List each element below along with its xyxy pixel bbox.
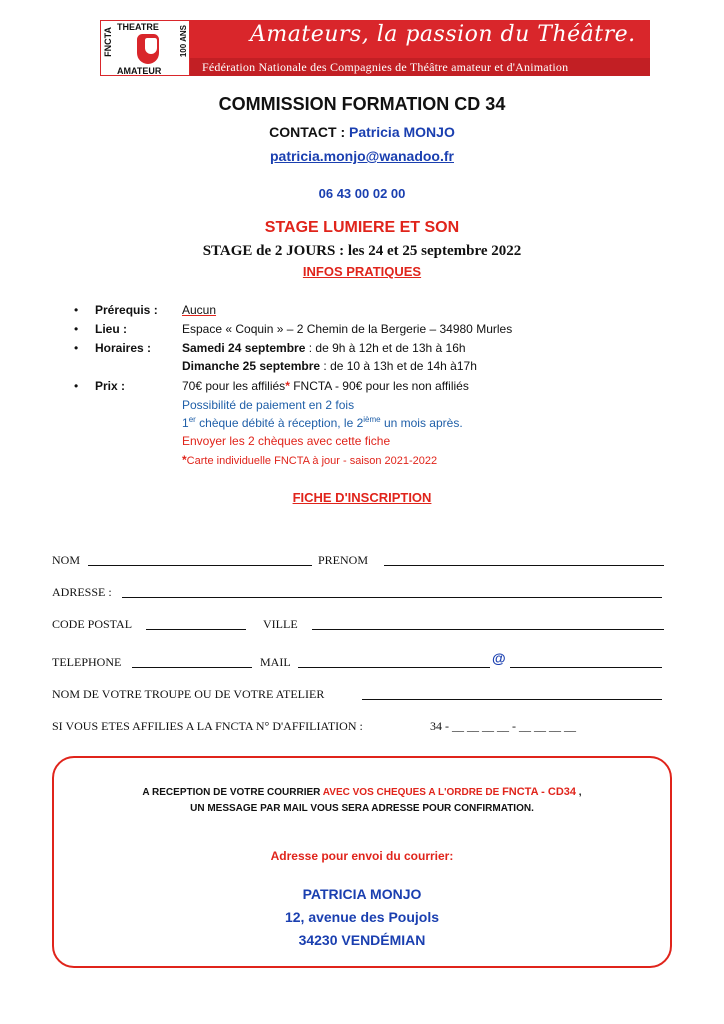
telephone-label: TELEPHONE — [52, 655, 122, 669]
contact-label: CONTACT — [269, 124, 337, 140]
bullet-icon: • — [74, 341, 79, 355]
adresse-label: ADRESSE : — [52, 585, 112, 599]
reception-text-b: AVEC VOS CHEQUES A L'ORDRE DE — [322, 787, 503, 798]
federation-name: Fédération Nationale des Compagnies de Théâtre amateur et d'Animation — [202, 60, 569, 74]
prix-payment-2x: Possibilité de paiement en 2 fois — [182, 398, 355, 412]
contact-sep: : — [336, 124, 350, 140]
infos-heading: INFOS PRATIQUES — [302, 264, 422, 279]
prix-cheque-info — [182, 415, 463, 430]
affiliation-label: SI VOUS ETES AFFILIES A LA FNCTA N° D'AFFILIATION : — [52, 719, 363, 733]
prerequis-label: Prérequis : — [95, 303, 158, 317]
contact-phone: 06 43 00 02 00 — [318, 186, 406, 201]
address-street: 12, avenue des Poujols — [284, 909, 440, 925]
address-label: Adresse pour envoi du courrier: — [270, 849, 454, 863]
horaires-day1-date: Samedi 24 septembre — [182, 341, 306, 355]
prix-carte-note — [182, 453, 437, 467]
affiliation-field[interactable]: 34 - __ __ __ __ - __ __ __ __ — [430, 719, 576, 733]
troupe-label: NOM DE VOTRE TROUPE OU DE VOTRE ATELIER — [52, 687, 325, 701]
lieu-value: Espace « Coquin » – 2 Chemin de la Bergerie – 34980 Murles — [182, 322, 513, 336]
prix-value — [182, 379, 469, 393]
logo-fncta-text: FNCTA — [103, 27, 113, 57]
logo-theatre-text: THEATRE — [117, 22, 159, 32]
mail-field-domain[interactable] — [510, 667, 662, 668]
code-postal-field[interactable] — [146, 629, 246, 630]
reception-line-2: UN MESSAGE PAR MAIL VOUS SERA ADRESSE POUR CONFIRMATION. — [190, 803, 534, 814]
horaires-day2 — [182, 359, 477, 373]
horaires-day1 — [182, 341, 466, 355]
nom-label: NOM — [52, 553, 81, 567]
at-sign: @ — [492, 650, 506, 666]
mail-field-user[interactable] — [298, 667, 490, 668]
logo-amateur-text: AMATEUR — [117, 66, 162, 76]
prix-affilies: 70€ pour les affiliés — [182, 379, 286, 393]
address-city: 34230 VENDÉMIAN — [298, 932, 426, 948]
adresse-field[interactable] — [122, 597, 662, 598]
banner-slogan: Amateurs, la passion du Théâtre. — [250, 22, 636, 47]
logo-years-text: 100 ANS — [179, 25, 188, 58]
horaires-label: Horaires : — [95, 341, 152, 355]
stage-title: STAGE LUMIERE ET SON — [264, 219, 460, 236]
prerequis-value: Aucun — [182, 303, 217, 317]
lieu-label: Lieu : — [95, 322, 127, 336]
carte-text: Carte individuelle FNCTA à jour - saison 2021-2022 — [186, 455, 438, 467]
prenom-label: PRENOM — [318, 553, 369, 567]
nom-field[interactable] — [88, 565, 312, 566]
cheque-3: un mois après. — [380, 416, 463, 430]
horaires-day2-hours: : de 10 à 13h et de 14h à17h — [320, 359, 477, 373]
reception-text-a: A RECEPTION DE VOTRE COURRIER — [142, 787, 323, 798]
ville-label: VILLE — [263, 617, 298, 631]
header-banner — [100, 20, 650, 76]
contact-name: Patricia MONJO — [349, 124, 455, 140]
reception-line-1 — [52, 786, 672, 798]
horaires-day1-hours: : de 9h à 12h et de 13h à 16h — [305, 341, 466, 355]
fncta-logo — [100, 20, 190, 76]
cheque-2-sup: ième — [363, 415, 381, 424]
address-name: PATRICIA MONJO — [302, 886, 422, 902]
contact-line — [0, 124, 724, 140]
cheque-1: 1 — [182, 416, 189, 430]
prenom-field[interactable] — [384, 565, 664, 566]
page-title: COMMISSION FORMATION CD 34 — [218, 94, 506, 114]
horaires-day2-date: Dimanche 25 septembre — [182, 359, 321, 373]
cheque-1-sup: er — [188, 415, 196, 424]
reception-fncta: FNCTA - CD34 — [502, 786, 577, 798]
contact-email-link[interactable]: patricia.monjo@wanadoo.fr — [269, 148, 454, 164]
stage-dates: STAGE de 2 JOURS : les 24 et 25 septembre 2022 — [202, 243, 522, 259]
prix-label: Prix : — [95, 379, 126, 393]
bullet-icon: • — [74, 379, 79, 393]
bullet-icon: • — [74, 322, 79, 336]
prix-non-affilies: FNCTA - 90€ pour les non affiliés — [289, 379, 469, 393]
prix-star: * — [285, 379, 290, 393]
troupe-field[interactable] — [362, 699, 662, 700]
cheque-2: chèque débité à réception, le 2 — [195, 416, 364, 430]
prix-send-cheques: Envoyer les 2 chèques avec cette fiche — [182, 434, 391, 448]
bullet-icon: • — [74, 303, 79, 317]
theatre-mask-icon — [137, 34, 159, 64]
carte-star: * — [182, 453, 187, 467]
telephone-field[interactable] — [132, 667, 252, 668]
mail-label: MAIL — [260, 655, 291, 669]
reception-text-d: , — [576, 787, 582, 798]
code-postal-label: CODE POSTAL — [52, 617, 133, 631]
ville-field[interactable] — [312, 629, 664, 630]
fiche-heading: FICHE D'INSCRIPTION — [292, 490, 432, 505]
